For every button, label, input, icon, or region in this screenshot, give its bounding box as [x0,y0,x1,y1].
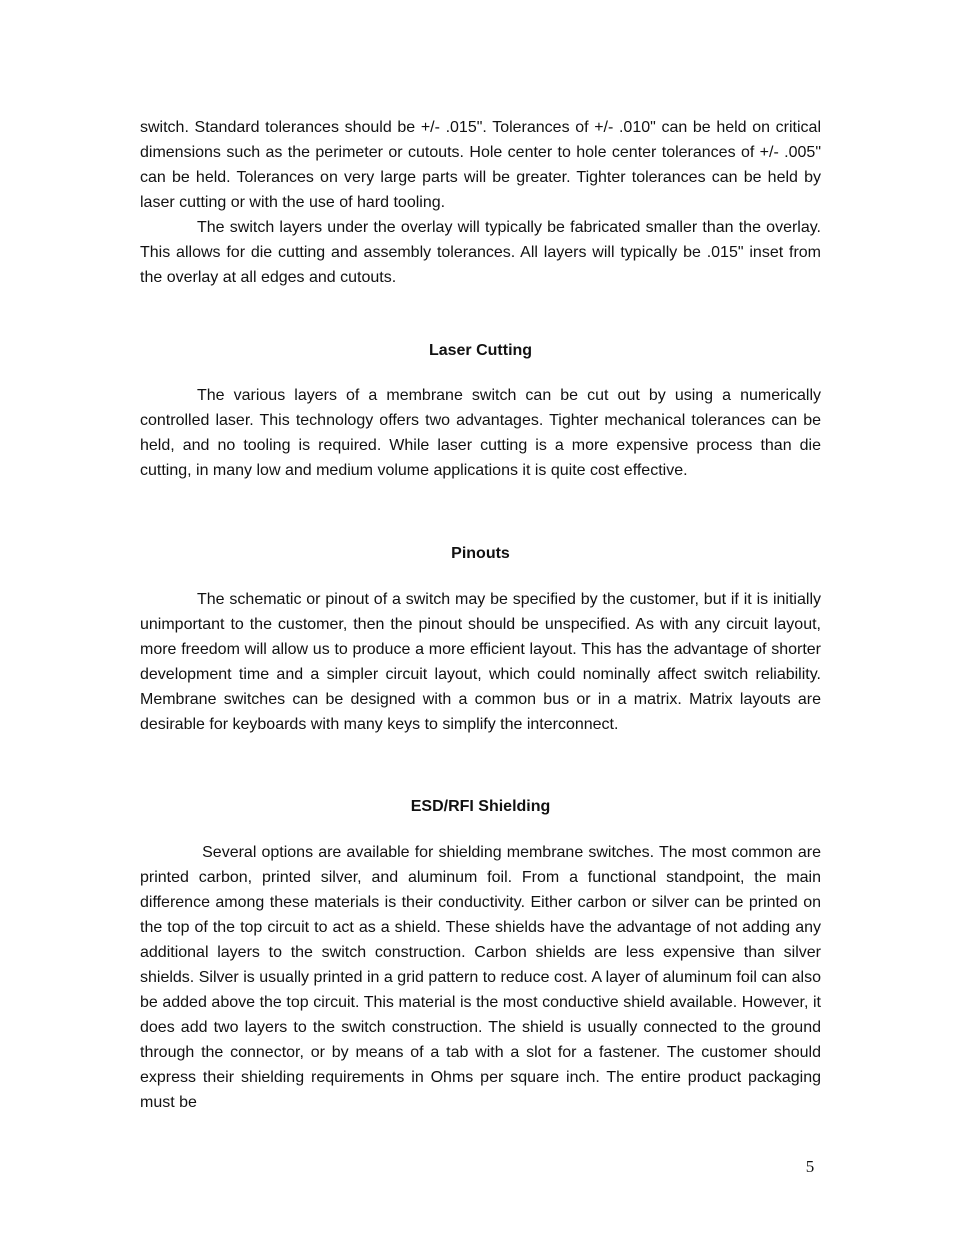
pinouts-heading: Pinouts [451,545,510,562]
esd-rfi-shielding-heading: ESD/RFI Shielding [410,798,551,815]
tolerances-paragraph: switch. Standard tolerances should be +/- .015". Tolerances of +/- .010" can be held on critical dimensions such as the perimeter or cutouts. Hole center to hole center tolerances of +/- .005" can be held. Tolerances on very large parts will be greater. Tighter tolerances can be held by laser cutting or with the use of hard tooling. [140,119,821,211]
switch-layers-paragraph: The switch layers under the overlay will typically be fabricated smaller than the overlay. This allows for die cutting and assembly tolerances. All layers will typically be .015" inset from the overlay at all edges and cutouts. [140,219,821,286]
laser-cutting-heading: Laser Cutting [428,342,533,359]
esd-rfi-shielding-paragraph: Several options are available for shielding membrane switches. The most common are printed carbon, printed silver, and aluminum foil. From a functional standpoint, the main difference among these materials is their conductivity. Either carbon or silver can be printed on the top of the top circuit to act as a shield. These shields have the advantage of not adding any additional layers to the switch construction. Carbon shields are less expensive than silver shields. Silver is usually printed in a grid pattern to reduce cost. A layer of aluminum foil can also be added above the top circuit. This material is the most conductive shield available. However, it does add two layers to the switch construction. The shield is usually connected to the ground through the connector, or by means of a tab with a slot for a fastener. The customer should express their shielding requirements in Ohms per square inch. The entire product packaging must be [140,844,826,1111]
page-number: 5 [805,1157,815,1176]
pinouts-paragraph: The schematic or pinout of a switch may be specified by the customer, but if it is initially unimportant to the customer, then the pinout should be unspecified. As with any circuit layout, more freedom will allow us to produce a more efficient layout. This has the advantage of shorter development time and a simpler circuit layout, which could nominally affect switch reliability. Membrane switches can be designed with a common bus or in a matrix. Matrix layouts are desirable for keyboards with many keys to simplify the interconnect. [140,591,821,733]
laser-cutting-paragraph: The various layers of a membrane switch can be cut out by using a numerically controlled laser. This technology offers two advantages. Tighter mechanical tolerances can be held, and no tooling is required. While laser cutting is a more expensive process than die cutting, in many low and medium volume applications it is quite cost effective. [140,387,821,479]
